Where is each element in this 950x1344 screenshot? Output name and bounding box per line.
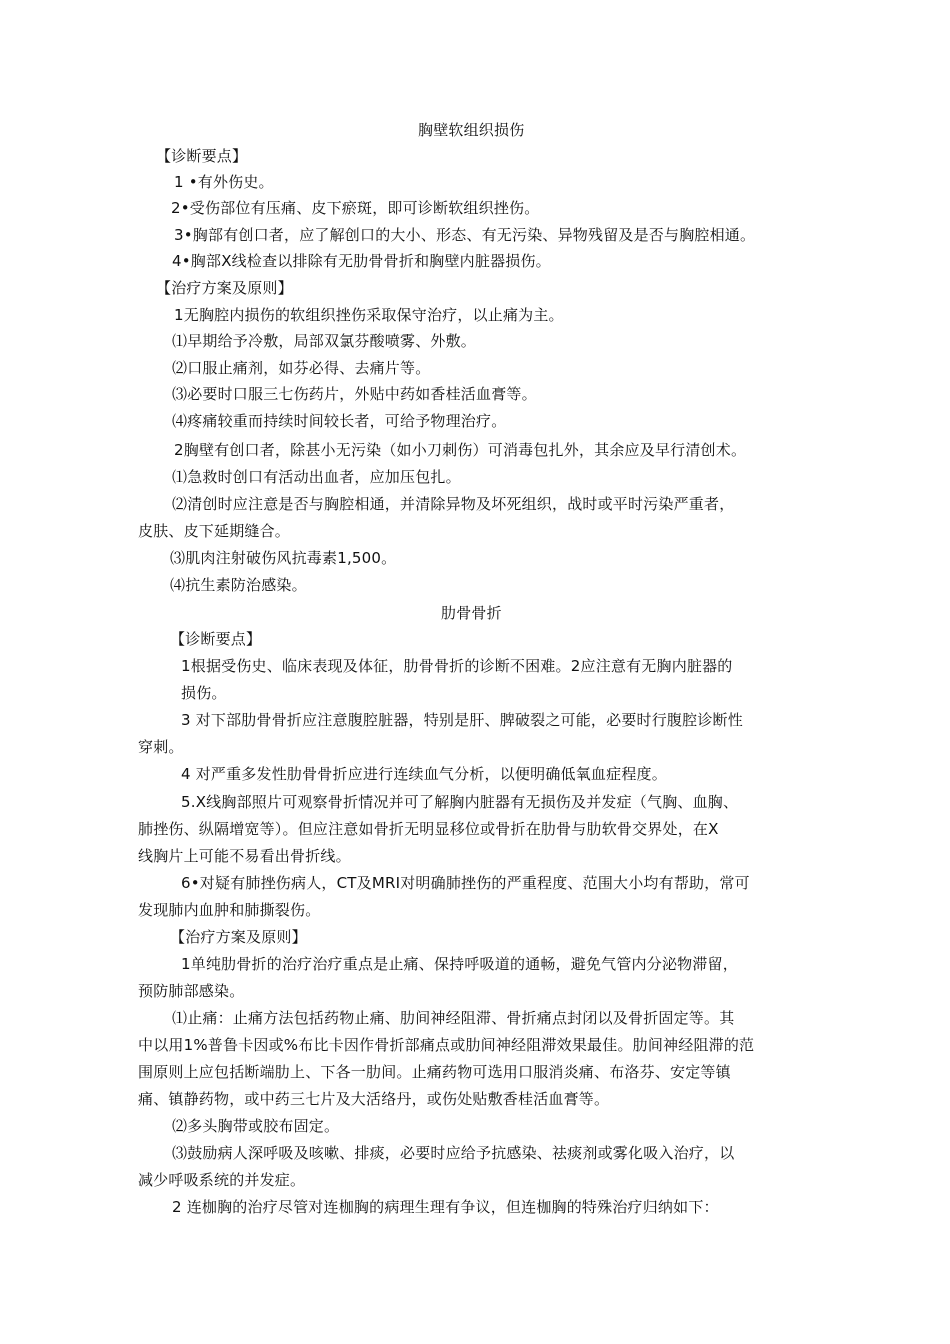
section-heading-treatment: 【治疗方案及原则】 (156, 279, 293, 297)
paragraph: ⑵多头胸带或胶布固定。 (172, 1117, 340, 1135)
paragraph: 4•胸部X线检查以排除有无肋骨骨折和胸壁内脏器损伤。 (172, 252, 551, 270)
paragraph: 穿刺。 (138, 738, 184, 756)
paragraph: 2•受伤部位有压痛、皮下瘀斑，即可诊断软组织挫伤。 (171, 199, 540, 217)
paragraph: ⑴急救时创口有活动出血者，应加压包扎。 (172, 468, 461, 486)
section-title: 胸壁软组织损伤 (418, 121, 525, 139)
paragraph: 损伤。 (181, 684, 227, 702)
paragraph: 1根据受伤史、临床表现及体征，肋骨骨折的诊断不困难。2应注意有无胸内脏器的 (181, 657, 733, 675)
paragraph: 2胸壁有创口者，除甚小无污染（如小刀刺伤）可消毒包扎外，其余应及早行清创术。 (174, 441, 747, 459)
paragraph: 痛、镇静药物，或中药三七片及大活络丹，或伤处贴敷香桂活血膏等。 (138, 1090, 610, 1108)
paragraph: ⑵口服止痛剂，如芬必得、去痛片等。 (172, 359, 431, 377)
paragraph: 3 对下部肋骨骨折应注意腹腔脏器，特别是肝、脾破裂之可能，必要时行腹腔诊断性 (181, 711, 743, 729)
paragraph: 1 •有外伤史。 (174, 173, 274, 191)
section-title: 肋骨骨折 (441, 604, 502, 622)
paragraph: 皮肤、皮下延期缝合。 (138, 522, 291, 540)
paragraph: 4 对严重多发性肋骨骨折应进行连续血气分析，以便明确低氧血症程度。 (181, 765, 667, 783)
paragraph: ⑷抗生素防治感染。 (170, 576, 307, 594)
paragraph: 5.X线胸部照片可观察骨折情况并可了解胸内脏器有无损伤及并发症（气胸、血胸、 (181, 793, 739, 811)
paragraph: ⑵清创时应注意是否与胸腔相通，并清除异物及坏死组织，战时或平时污染严重者， (172, 495, 735, 513)
section-heading-diagnosis: 【诊断要点】 (156, 147, 248, 165)
paragraph: 线胸片上可能不易看出骨折线。 (138, 847, 351, 865)
paragraph: ⑶必要时口服三七伤药片，外贴中药如香桂活血膏等。 (172, 385, 537, 403)
paragraph: 3•胸部有创口者，应了解创口的大小、形态、有无污染、异物残留及是否与胸腔相通。 (174, 226, 756, 244)
section-heading-treatment: 【治疗方案及原则】 (170, 928, 307, 946)
paragraph: 6•对疑有肺挫伤病人，CT及MRI对明确肺挫伤的严重程度、范围大小均有帮助，常可 (181, 874, 750, 892)
paragraph: 预防肺部感染。 (138, 982, 245, 1000)
paragraph: 2 连枷胸的治疗尽管对连枷胸的病理生理有争议，但连枷胸的特殊治疗归纳如下： (172, 1198, 719, 1216)
paragraph: 中以用1%普鲁卡因或%布比卡因作骨折部痛点或肋间神经阻滞效果最佳。肋间神经阻滞的范 (138, 1036, 755, 1054)
paragraph: ⑴早期给予冷敷，局部双氯芬酸喷雾、外敷。 (172, 332, 477, 350)
section-heading-diagnosis: 【诊断要点】 (170, 630, 262, 648)
paragraph: ⑴止痛：止痛方法包括药物止痛、肋间神经阻滞、骨折痛点封闭以及骨折固定等。其 (172, 1009, 735, 1027)
paragraph: ⑶肌肉注射破伤风抗毒素1,500。 (170, 549, 397, 567)
paragraph: ⑷疼痛较重而持续时间较长者，可给予物理治疗。 (172, 412, 507, 430)
paragraph: 1无胸腔内损伤的软组织挫伤采取保守治疗，以止痛为主。 (174, 306, 564, 324)
paragraph: ⑶鼓励病人深呼吸及咳嗽、排痰，必要时应给予抗感染、祛痰剂或雾化吸入治疗，以 (172, 1144, 735, 1162)
paragraph: 围原则上应包括断端肋上、下各一肋间。止痛药物可选用口服消炎痛、布洛芬、安定等镇 (138, 1063, 731, 1081)
paragraph: 肺挫伤、纵隔增宽等）。但应注意如骨折无明显移位或骨折在肋骨与肋软骨交界处，在X (138, 820, 719, 838)
paragraph: 减少呼吸系统的并发症。 (138, 1171, 306, 1189)
paragraph: 发现肺内血肿和肺撕裂伤。 (138, 901, 321, 919)
paragraph: 1单纯肋骨折的治疗治疗重点是止痛、保持呼吸道的通畅，避免气管内分泌物滞留， (181, 955, 738, 973)
